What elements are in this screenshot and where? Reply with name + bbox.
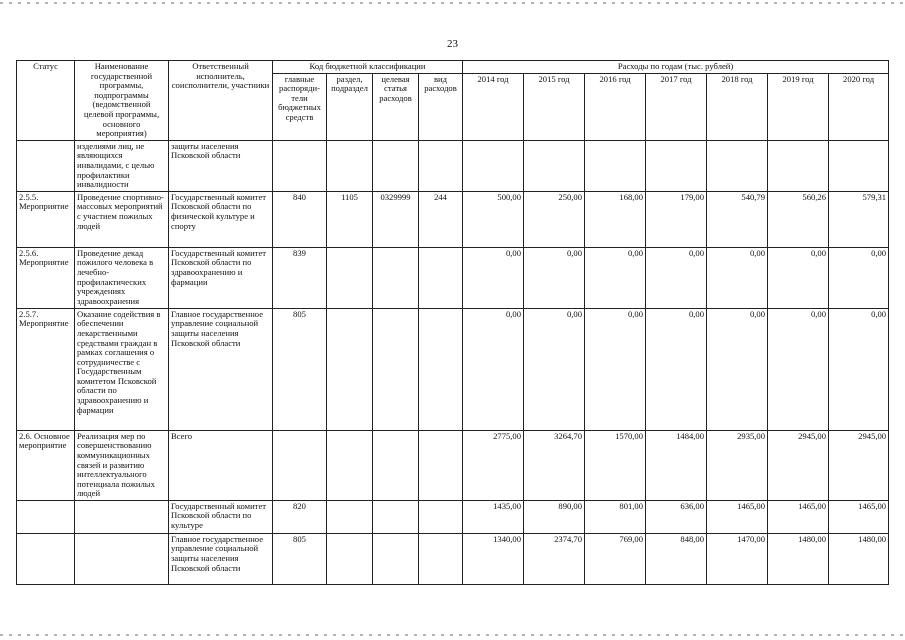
row-year-value: 1465,00: [829, 500, 889, 533]
row-year-value: 250,00: [524, 191, 585, 247]
row-year-value: [646, 140, 707, 191]
row-grbs: 839: [273, 247, 327, 308]
row-kind: [419, 247, 463, 308]
row-name: Проведение декад пожилого человека в лечебно-профилактических учреждениях здравоохранения: [75, 247, 169, 308]
row-year-value: 0,00: [829, 247, 889, 308]
row-year-value: 0,00: [646, 308, 707, 430]
row-grbs: 820: [273, 500, 327, 533]
row-article: [373, 247, 419, 308]
row-executor: защиты населения Псковской области: [169, 140, 273, 191]
row-status: 2.5.6. Мероприятие: [17, 247, 75, 308]
row-year-value: 769,00: [585, 533, 646, 584]
header-name: Наименование государственной программы, подпрограммы (ведомственной целевой программы, основного мероприятия): [75, 61, 169, 141]
row-year-value: [707, 140, 768, 191]
row-kind: 244: [419, 191, 463, 247]
scan-edge-bottom: [0, 634, 905, 636]
row-section: 1105: [327, 191, 373, 247]
row-year-value: [768, 140, 829, 191]
row-section: [327, 533, 373, 584]
row-year-value: 2945,00: [768, 430, 829, 500]
row-name: Реализация мер по совершенствованию коммуникационных связей и развитию интеллектуального потенциала пожилых людей: [75, 430, 169, 500]
row-year-value: [585, 140, 646, 191]
page-number: 23: [447, 38, 458, 50]
row-year-value: 0,00: [768, 308, 829, 430]
row-name: [75, 500, 169, 533]
row-year-value: 1465,00: [768, 500, 829, 533]
row-kind: [419, 500, 463, 533]
header-year: 2015 год: [524, 73, 585, 140]
scan-edge-top: [0, 2, 905, 4]
row-executor: Главное государственное управление социальной защиты населения Псковской области: [169, 308, 273, 430]
row-status: 2.5.5. Мероприятие: [17, 191, 75, 247]
row-grbs: 805: [273, 308, 327, 430]
row-year-value: 1340,00: [463, 533, 524, 584]
header-year: 2014 год: [463, 73, 524, 140]
row-year-value: 848,00: [646, 533, 707, 584]
row-kind: [419, 140, 463, 191]
row-kind: [419, 430, 463, 500]
row-year-value: 890,00: [524, 500, 585, 533]
table-row: [17, 247, 889, 308]
table-body: [17, 140, 889, 584]
row-year-value: 2945,00: [829, 430, 889, 500]
row-year-value: 0,00: [524, 247, 585, 308]
budget-table: [16, 60, 889, 585]
table-row: [17, 140, 889, 191]
row-year-value: [463, 140, 524, 191]
row-section: [327, 308, 373, 430]
row-year-value: 0,00: [585, 247, 646, 308]
header-budget-code: Код бюджетной классификации: [273, 61, 463, 74]
row-year-value: 0,00: [463, 308, 524, 430]
header-grbs: главные распоряди-тели бюджетных средств: [273, 73, 327, 140]
row-year-value: 2775,00: [463, 430, 524, 500]
row-year-value: [524, 140, 585, 191]
row-year-value: 1465,00: [707, 500, 768, 533]
row-status: [17, 140, 75, 191]
row-year-value: 1480,00: [829, 533, 889, 584]
row-kind: [419, 533, 463, 584]
row-year-value: 168,00: [585, 191, 646, 247]
row-year-value: [829, 140, 889, 191]
row-grbs: [273, 140, 327, 191]
header-year: 2018 год: [707, 73, 768, 140]
row-year-value: 1480,00: [768, 533, 829, 584]
row-year-value: 179,00: [646, 191, 707, 247]
row-year-value: 0,00: [707, 247, 768, 308]
row-grbs: 805: [273, 533, 327, 584]
table-row: [17, 500, 889, 533]
row-year-value: 1435,00: [463, 500, 524, 533]
row-year-value: 0,00: [646, 247, 707, 308]
row-article: 0329999: [373, 191, 419, 247]
row-year-value: 540,79: [707, 191, 768, 247]
row-executor: Государственный комитет Псковской области по физической культуре и спорту: [169, 191, 273, 247]
row-year-value: 0,00: [585, 308, 646, 430]
row-year-value: 3264,70: [524, 430, 585, 500]
header-section: раздел, подраздел: [327, 73, 373, 140]
row-grbs: 840: [273, 191, 327, 247]
row-executor: Государственный комитет Псковской области по культуре: [169, 500, 273, 533]
row-status: 2.5.7. Мероприятие: [17, 308, 75, 430]
row-kind: [419, 308, 463, 430]
table-row: [17, 533, 889, 584]
row-executor: Государственный комитет Псковской области по здравоохранению и фармации: [169, 247, 273, 308]
table-row: [17, 308, 889, 430]
row-year-value: 0,00: [829, 308, 889, 430]
row-year-value: 0,00: [463, 247, 524, 308]
row-year-value: 0,00: [524, 308, 585, 430]
row-year-value: 2935,00: [707, 430, 768, 500]
row-section: [327, 140, 373, 191]
row-year-value: 0,00: [768, 247, 829, 308]
row-name: изделиями лиц, не являющихся инвалидами, с целью профилактики инвалидности: [75, 140, 169, 191]
row-year-value: 2374,70: [524, 533, 585, 584]
row-article: [373, 140, 419, 191]
row-year-value: 1470,00: [707, 533, 768, 584]
row-grbs: [273, 430, 327, 500]
row-name: [75, 533, 169, 584]
row-year-value: 500,00: [463, 191, 524, 247]
row-article: [373, 430, 419, 500]
header-row: [17, 61, 889, 74]
header-status: Статус: [17, 61, 75, 141]
row-year-value: 1484,00: [646, 430, 707, 500]
row-year-value: 636,00: [646, 500, 707, 533]
header-year: 2016 год: [585, 73, 646, 140]
row-year-value: 0,00: [707, 308, 768, 430]
row-executor: Всего: [169, 430, 273, 500]
row-article: [373, 533, 419, 584]
row-year-value: 579,31: [829, 191, 889, 247]
row-year-value: 560,26: [768, 191, 829, 247]
header-year: 2020 год: [829, 73, 889, 140]
header-expenses: Расходы по годам (тыс. рублей): [463, 61, 889, 74]
row-executor: Главное государственное управление социальной защиты населения Псковской области: [169, 533, 273, 584]
row-year-value: 801,00: [585, 500, 646, 533]
row-article: [373, 308, 419, 430]
row-article: [373, 500, 419, 533]
row-name: Проведение спортивно-массовых мероприятий с участием пожилых людей: [75, 191, 169, 247]
row-section: [327, 430, 373, 500]
header-article: целевая статья расходов: [373, 73, 419, 140]
header-year: 2017 год: [646, 73, 707, 140]
row-status: [17, 533, 75, 584]
row-section: [327, 500, 373, 533]
table-row: [17, 191, 889, 247]
row-status: [17, 500, 75, 533]
header-kind: вид расходов: [419, 73, 463, 140]
header-year: 2019 год: [768, 73, 829, 140]
table-row: [17, 430, 889, 500]
row-section: [327, 247, 373, 308]
row-name: Оказание содействия в обеспечении лекарственными средствами граждан в рамках соглашения о сотрудничестве с Государственным комитетом Псковской области по здравоохранению и фармации: [75, 308, 169, 430]
header-executor: Ответственный исполнитель, соисполнители, участники: [169, 61, 273, 141]
row-status: 2.6. Основное мероприятие: [17, 430, 75, 500]
row-year-value: 1570,00: [585, 430, 646, 500]
